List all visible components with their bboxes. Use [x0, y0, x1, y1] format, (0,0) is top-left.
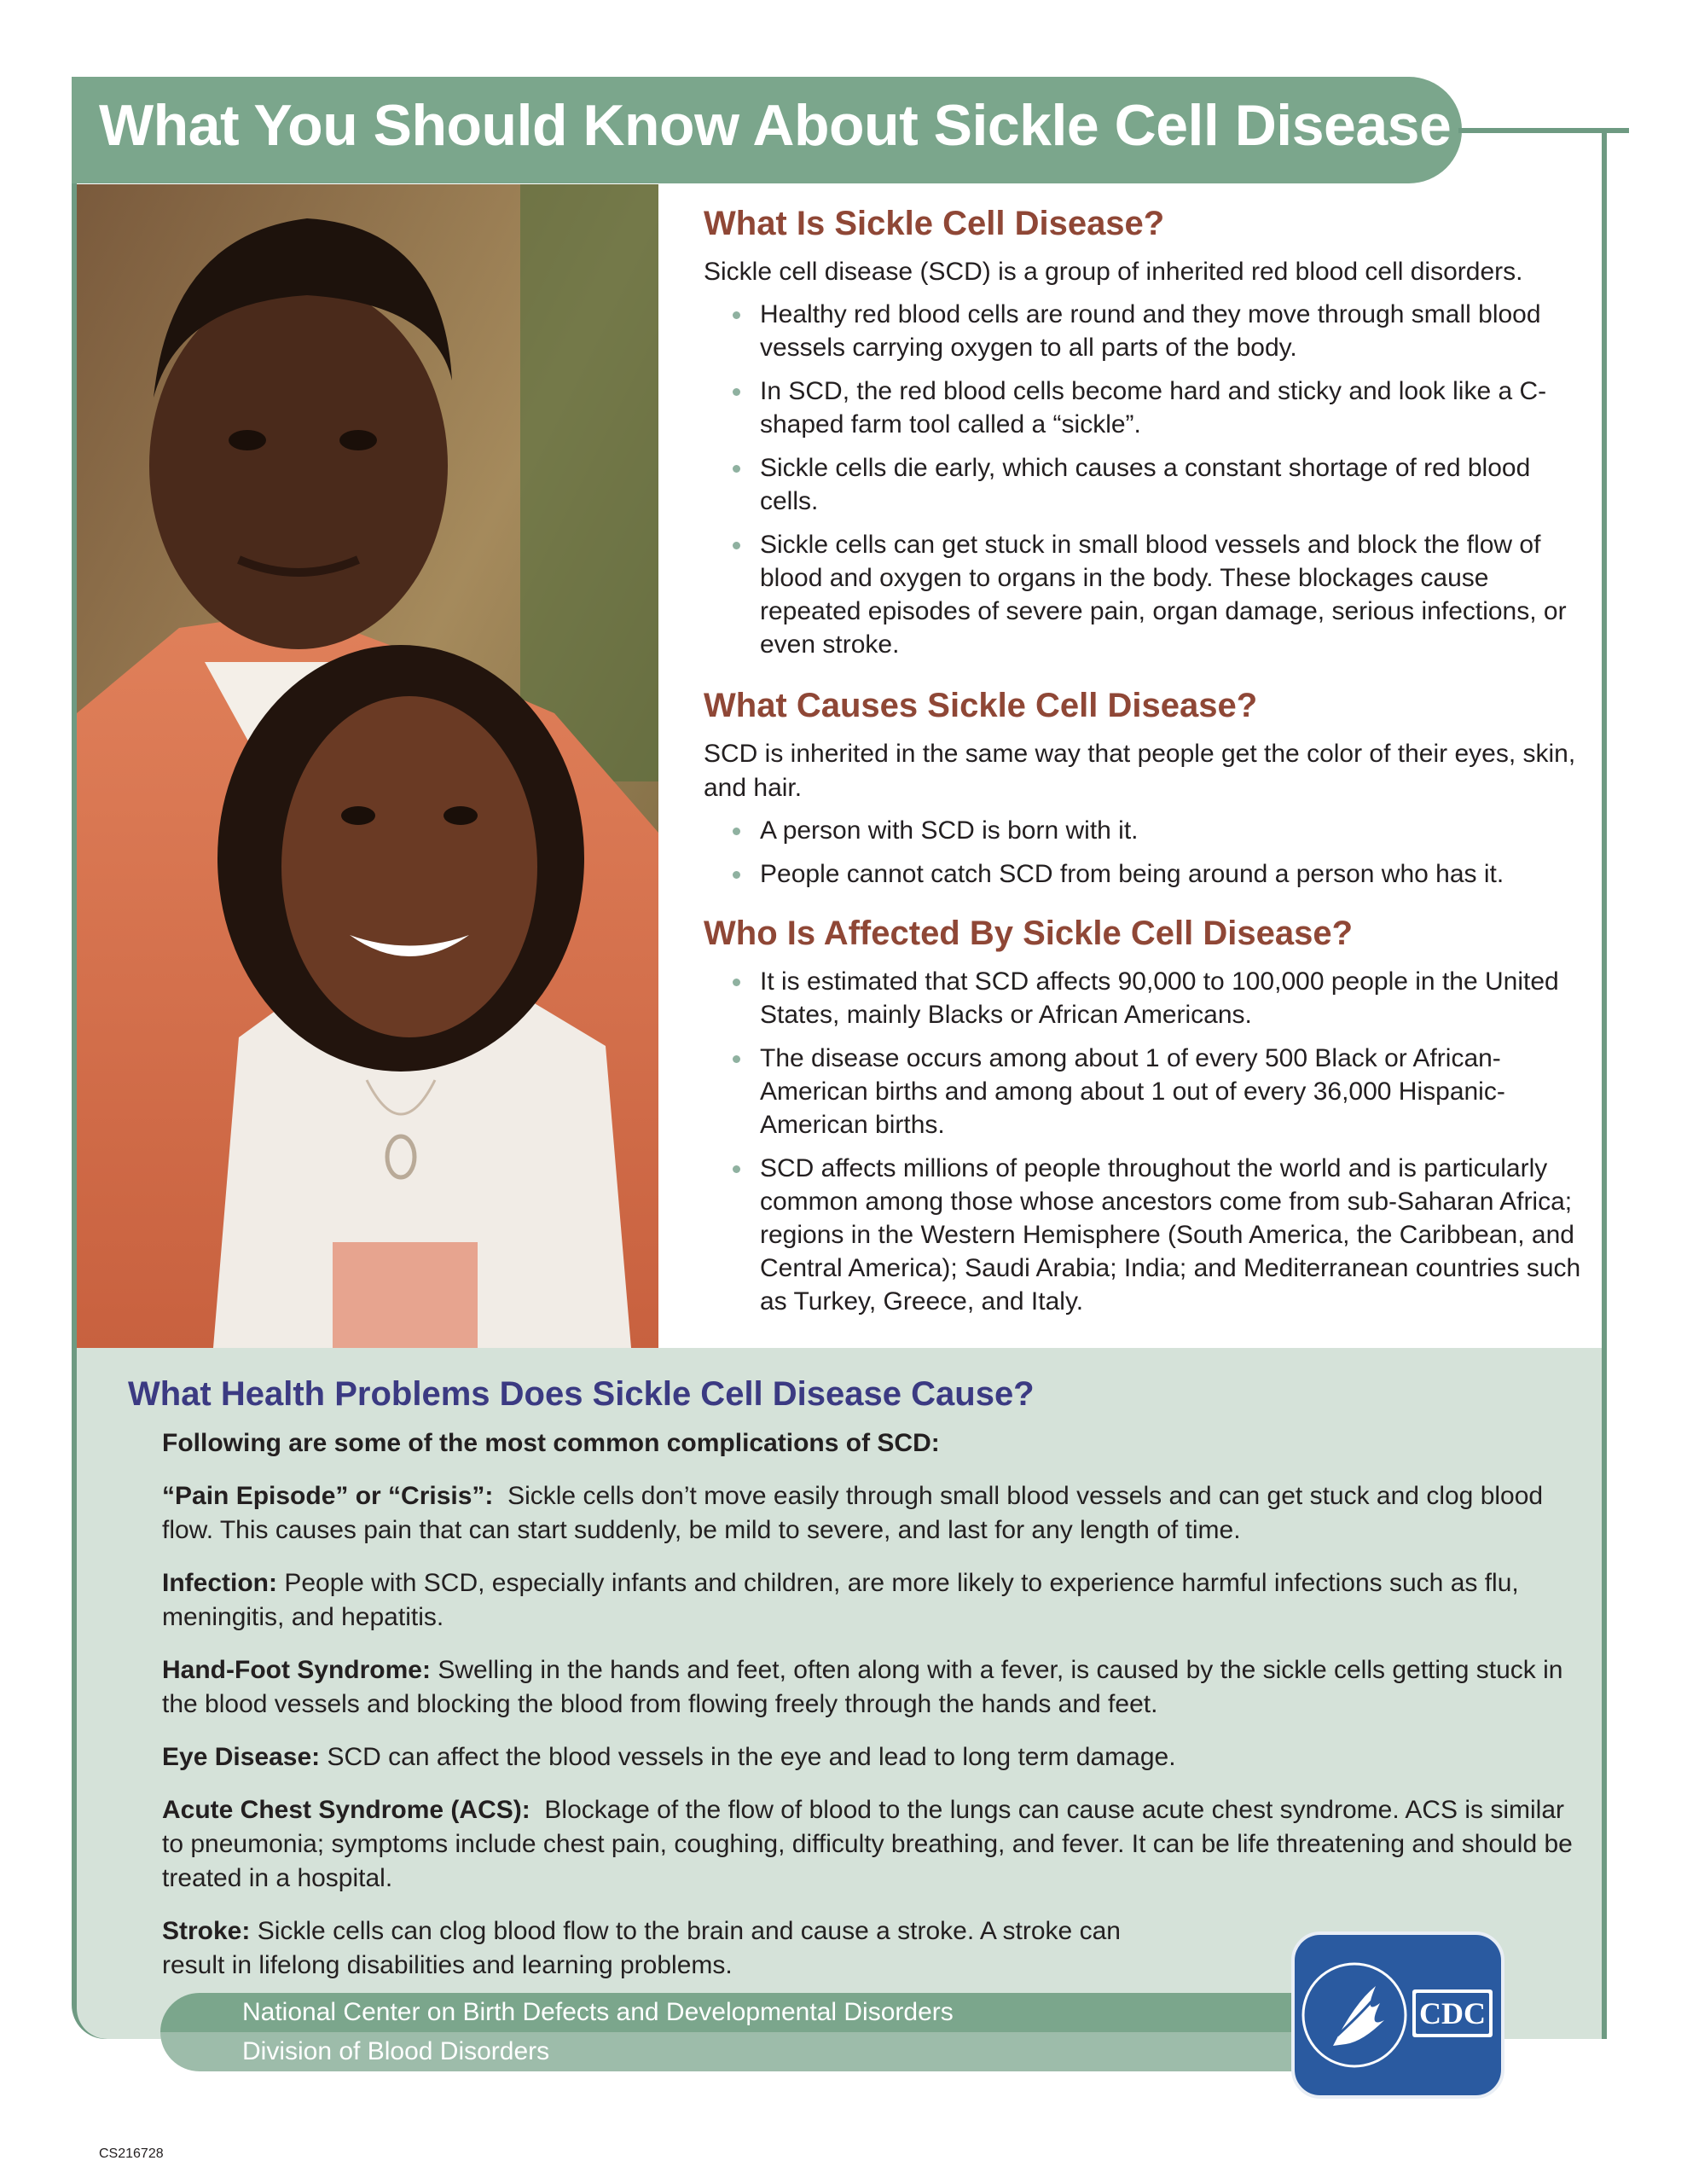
- list-item: Healthy red blood cells are round and they move through small blood vessels carrying oxygen to all parts of the body.: [760, 298, 1582, 364]
- complication-term: Infection:: [162, 1569, 277, 1597]
- complication-item: [162, 1793, 1578, 1896]
- cdc-logo-text: CDC: [1419, 1996, 1486, 2030]
- footer-division-name: Division of Blood Disorders: [242, 2037, 550, 2065]
- list-item: People cannot catch SCD from being around a person who has it.: [760, 857, 1582, 891]
- list-item: It is estimated that SCD affects 90,000 to 100,000 people in the United States, mainly Blacks or African Americans.: [760, 965, 1582, 1031]
- couple-photo: [77, 184, 658, 1348]
- complication-term: “Pain Episode” or “Crisis”:: [162, 1482, 494, 1510]
- complication-term: Acute Chest Syndrome (ACS):: [162, 1796, 530, 1824]
- cdc-logo: [1291, 1931, 1504, 2099]
- bullet-list: [704, 965, 1582, 1318]
- complication-item: [162, 1914, 1143, 1983]
- section-intro: Sickle cell disease (SCD) is a group of inherited red blood cell disorders.: [704, 258, 1523, 286]
- section-intro: SCD is inherited in the same way that people get the color of their eyes, skin, and hair.: [704, 740, 1576, 802]
- footer-center-name: National Center on Birth Defects and Developmental Disorders: [242, 1998, 954, 2026]
- complication-item: [162, 1653, 1578, 1722]
- list-item: SCD affects millions of people throughout the world and is particularly common among those whose ancestors come from sub-Saharan Africa; regions in the Western Hemisphere (South America, the Caribbean, and Central America); Saudi Arabia; India; and Mediterranean countries such as Turkey, Greece, and Italy.: [760, 1152, 1582, 1318]
- bullet-list: [704, 814, 1582, 891]
- list-item: In SCD, the red blood cells become hard and sticky and look like a C-shaped farm tool called a “sickle”.: [760, 375, 1582, 441]
- bullet-list: [704, 298, 1582, 661]
- complications-lead: Following are some of the most common complications of SCD:: [162, 1429, 940, 1457]
- complication-text: Swelling in the hands and feet, often along with a fever, is caused by the sickle cells getting stuck in the blood vessels and blocking the blood from flowing freely through the hands and feet.: [162, 1656, 1563, 1718]
- section-heading-what-is: What Is Sickle Cell Disease?: [704, 205, 1165, 242]
- complication-term: Eye Disease:: [162, 1743, 321, 1771]
- page-title: What You Should Know About Sickle Cell Disease: [99, 93, 1452, 158]
- complication-item: [162, 1479, 1578, 1548]
- list-item: Sickle cells die early, which causes a constant shortage of red blood cells.: [760, 451, 1582, 518]
- complication-text: SCD can affect the blood vessels in the eye and lead to long term damage.: [327, 1743, 1176, 1771]
- complication-term: Hand-Foot Syndrome:: [162, 1656, 431, 1684]
- complication-text: Sickle cells can clog blood flow to the brain and cause a stroke. A stroke can result in lifelong disabilities and learning problems.: [162, 1917, 1121, 1979]
- health-problems-body: [162, 1426, 1578, 2001]
- complication-text: Sickle cells don’t move easily through small blood vessels and can get stuck and clog blood flow. This causes pain that can start suddenly, be mild to severe, and last for any length of time.: [162, 1482, 1544, 1544]
- list-item: Sickle cells can get stuck in small blood vessels and block the flow of blood and oxygen to organs in the body. These blockages cause repeated episodes of severe pain, organ damage, serious infections, or even stroke.: [760, 528, 1582, 661]
- right-column: [704, 205, 1582, 1328]
- section-heading-affected: Who Is Affected By Sickle Cell Disease?: [704, 915, 1353, 952]
- section-heading-causes: What Causes Sickle Cell Disease?: [704, 687, 1258, 724]
- document-code: CS216728: [99, 2146, 164, 2161]
- complication-text: People with SCD, especially infants and children, are more likely to experience harmful infections such as flu, meningitis, and hepatitis.: [162, 1569, 1519, 1631]
- list-item: A person with SCD is born with it.: [760, 814, 1582, 847]
- complication-text: Blockage of the flow of blood to the lungs can cause acute chest syndrome. ACS is similar to pneumonia; symptoms include chest pain, coughing, difficulty breathing, and fever. It can be life threatening and should be treated in a hospital.: [162, 1796, 1573, 1892]
- title-rule: [1458, 128, 1629, 133]
- health-problems-heading: What Health Problems Does Sickle Cell Disease Cause?: [128, 1375, 1035, 1413]
- complication-item: [162, 1566, 1578, 1635]
- complication-term: Stroke:: [162, 1917, 251, 1945]
- list-item: The disease occurs among about 1 of every 500 Black or African-American births and among about 1 out of every 36,000 Hispanic-American births.: [760, 1042, 1582, 1141]
- complication-item: [162, 1740, 1578, 1774]
